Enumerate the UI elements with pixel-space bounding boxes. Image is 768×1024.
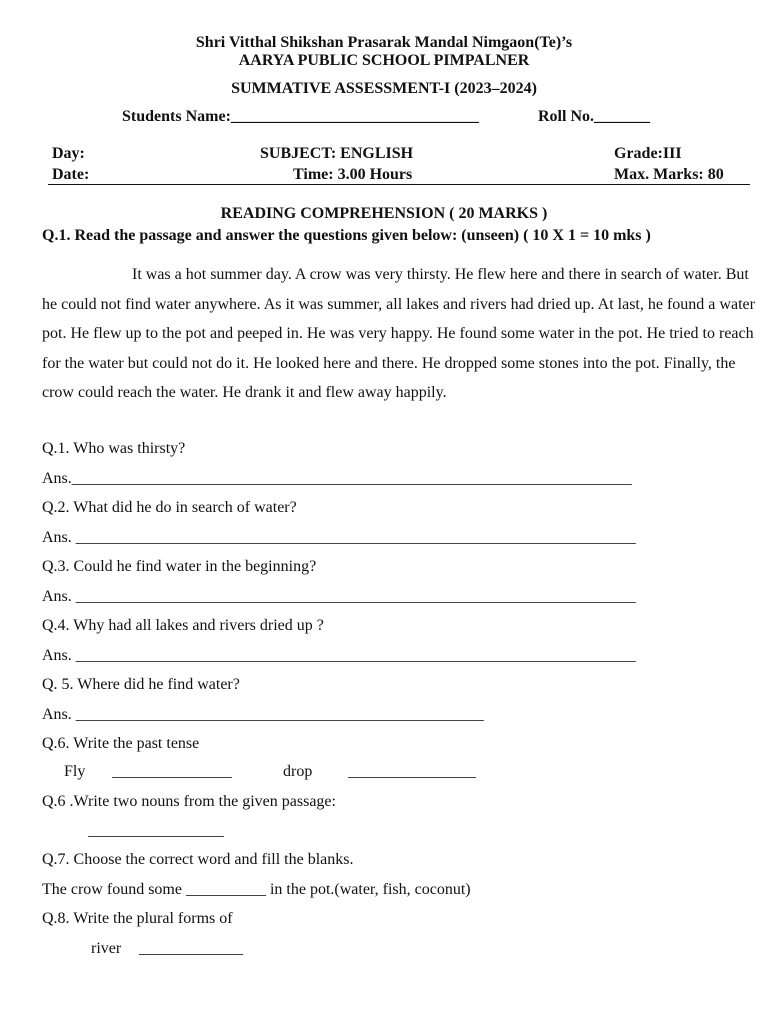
student-name-label: Students Name: — [122, 108, 231, 125]
section-title: READING COMPREHENSION ( 20 MARKS ) — [220, 205, 548, 222]
answer-3-blank[interactable]: Ans. ______________________________________________________________________ — [42, 588, 636, 605]
q6b-blank[interactable]: _________________ — [88, 822, 224, 839]
roll-no-row — [538, 108, 650, 126]
q8-word-river: river — [91, 940, 122, 957]
q6-blank-drop[interactable]: ________________ — [348, 763, 476, 780]
question-4: Q.4. Why had all lakes and rivers dried up ? — [42, 617, 324, 634]
date-label: Date: — [52, 166, 90, 183]
exam-title: SUMMATIVE ASSESSMENT-I (2023–2024) — [231, 80, 537, 97]
trust-name: Shri Vitthal Shikshan Prasarak Mandal Nimgaon(Te)’s — [195, 34, 573, 51]
answer-1-blank[interactable]: Ans.______________________________________________________________________ — [42, 470, 632, 487]
q6-blank-fly[interactable]: _______________ — [112, 763, 232, 780]
day-label: Day: — [52, 145, 85, 162]
question-8: Q.8. Write the plural forms of — [42, 910, 233, 927]
question-7: Q.7. Choose the correct word and fill the blanks. — [42, 851, 354, 868]
student-name-blank: _______________________________ — [230, 108, 479, 125]
question-2: Q.2. What did he do in search of water? — [42, 499, 297, 516]
header-divider — [48, 184, 750, 185]
grade: Grade:III — [614, 145, 682, 162]
passage — [42, 260, 758, 408]
q8-blank-river[interactable]: _____________ — [139, 940, 243, 957]
q7-sentence[interactable]: The crow found some __________ in the pot.(water, fish, coconut) — [42, 881, 471, 898]
student-name-row — [122, 108, 479, 126]
section-instruction: Q.1. Read the passage and answer the questions given below: (unseen) ( 10 X 1 = 10 mks ) — [42, 227, 651, 244]
question-5: Q. 5. Where did he find water? — [42, 676, 240, 693]
roll-no-label: Roll No. — [538, 108, 594, 125]
answer-2-blank[interactable]: Ans. ______________________________________________________________________ — [42, 529, 636, 546]
question-3: Q.3. Could he find water in the beginning? — [42, 558, 317, 575]
q6-word-drop: drop — [283, 763, 313, 780]
subject: SUBJECT: ENGLISH — [260, 145, 414, 162]
max-marks: Max. Marks: 80 — [614, 166, 724, 183]
school-name: AARYA PUBLIC SCHOOL PIMPALNER — [238, 52, 530, 69]
question-6: Q.6. Write the past tense — [42, 735, 200, 752]
question-1: Q.1. Who was thirsty? — [42, 440, 186, 457]
roll-no-blank: _______ — [594, 108, 650, 125]
exam-time: Time: 3.00 Hours — [293, 166, 413, 183]
answer-4-blank[interactable]: Ans. ______________________________________________________________________ — [42, 647, 636, 664]
question-6b: Q.6 .Write two nouns from the given passage: — [42, 793, 336, 810]
passage-text: It was a hot summer day. A crow was very thirsty. He flew here and there in search of water. But he could not find water anywhere. As it was summer, all lakes and rivers had dried up. At last, he found a water pot. He flew up to the pot and peeped in. He was very happy. He found some water in the pot. He tried to reach for the water but could not do it. He looked here and there. He dropped some stones into the pot. Finally, the crow could reach the water. He drank it and flew away happily. — [42, 266, 755, 401]
q6-word-fly: Fly — [64, 763, 86, 780]
answer-5-blank[interactable]: Ans. ___________________________________________________ — [42, 706, 484, 723]
